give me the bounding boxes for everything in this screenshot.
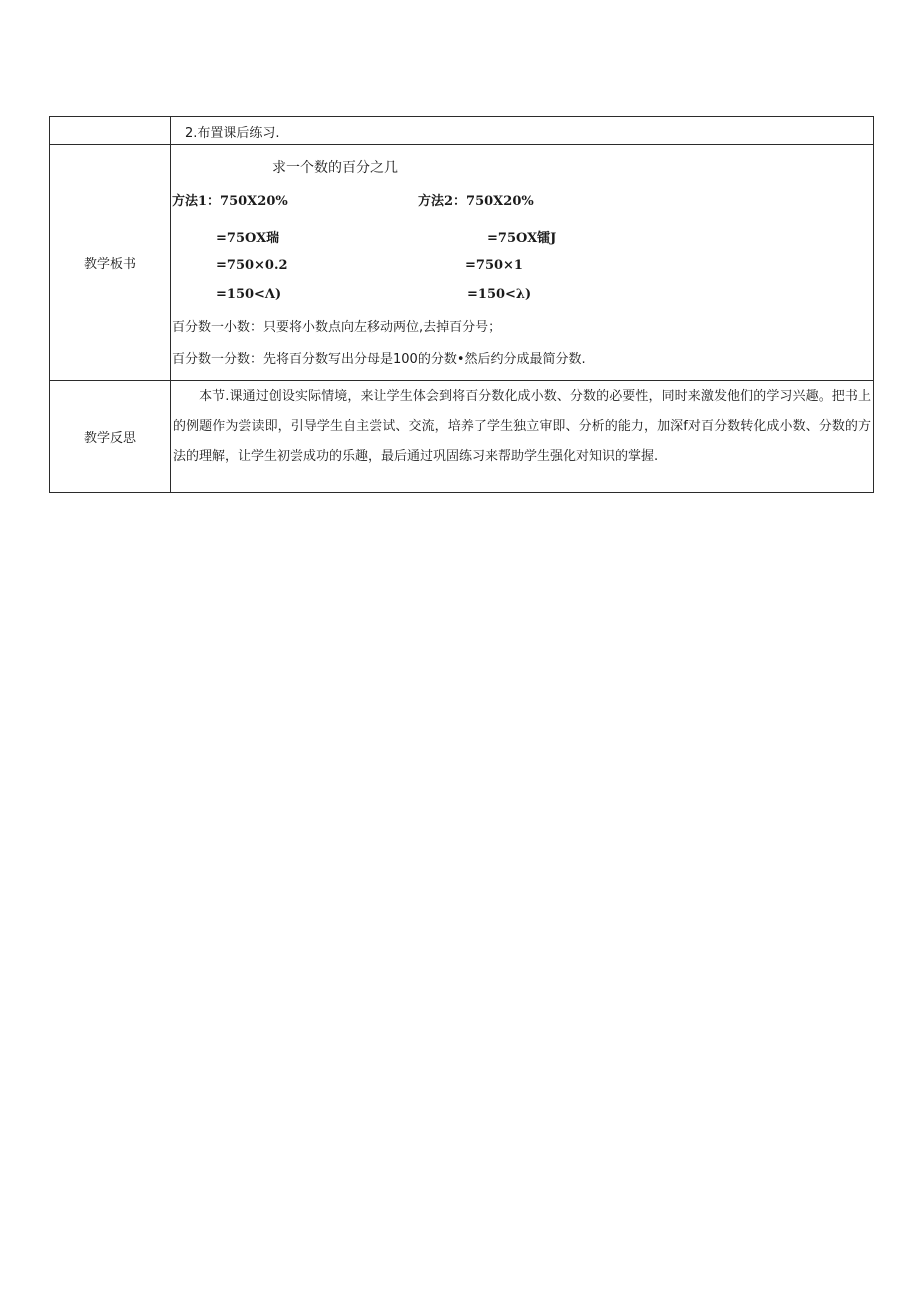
- board-content: [171, 145, 873, 380]
- row-label-empty: [50, 117, 171, 145]
- lesson-table: [49, 116, 874, 493]
- homework-item: 2.布置课后练习.: [185, 126, 280, 141]
- rule-fraction: 百分数一分数：先将百分数写出分母是100的分数•然后约分成最简分数.: [172, 352, 586, 367]
- homework-cell: [171, 117, 874, 145]
- method1-step2: =750×0.2: [216, 258, 288, 273]
- reflection-cell: [171, 381, 874, 493]
- method1-step1: =75OX瑞: [216, 231, 280, 246]
- method2-step1: =75OX镭J: [487, 231, 557, 246]
- row-label-reflection: 教学反思: [50, 381, 171, 493]
- row-label-board: 教学板书: [50, 145, 171, 381]
- board-heading: 求一个数的百分之几: [272, 160, 398, 176]
- table-row-board: [50, 145, 874, 381]
- method1-step3: =150<Λ): [216, 287, 282, 302]
- rule-decimal: 百分数一小数：只要将小数点向左移动两位,去掉百分号；: [172, 320, 502, 335]
- method1-title: 方法1：750X20%: [172, 194, 288, 209]
- method2-title: 方法2：750X20%: [418, 194, 534, 209]
- table-row-reflection: [50, 381, 874, 493]
- method2-step3: =150<λ): [467, 287, 532, 302]
- method2-step2: =750×1: [465, 258, 523, 273]
- table-row-homework: [50, 117, 874, 145]
- reflection-text: 本节.课通过创设实际情境，来让学生体会到将百分数化成小数、分数的必要性，同时来激发他们的学习兴趣。把书上的例题作为尝读即，引导学生自主尝试、交流，培养了学生独立审即、分析的能力，加深f对百分数转化成小数、分数的方法的理解，让学生初尝成功的乐趣，最后通过巩固练习来帮助学生强化对知识的掌握.: [173, 389, 871, 464]
- board-cell: [171, 145, 874, 381]
- reflection-paragraph: [171, 381, 873, 472]
